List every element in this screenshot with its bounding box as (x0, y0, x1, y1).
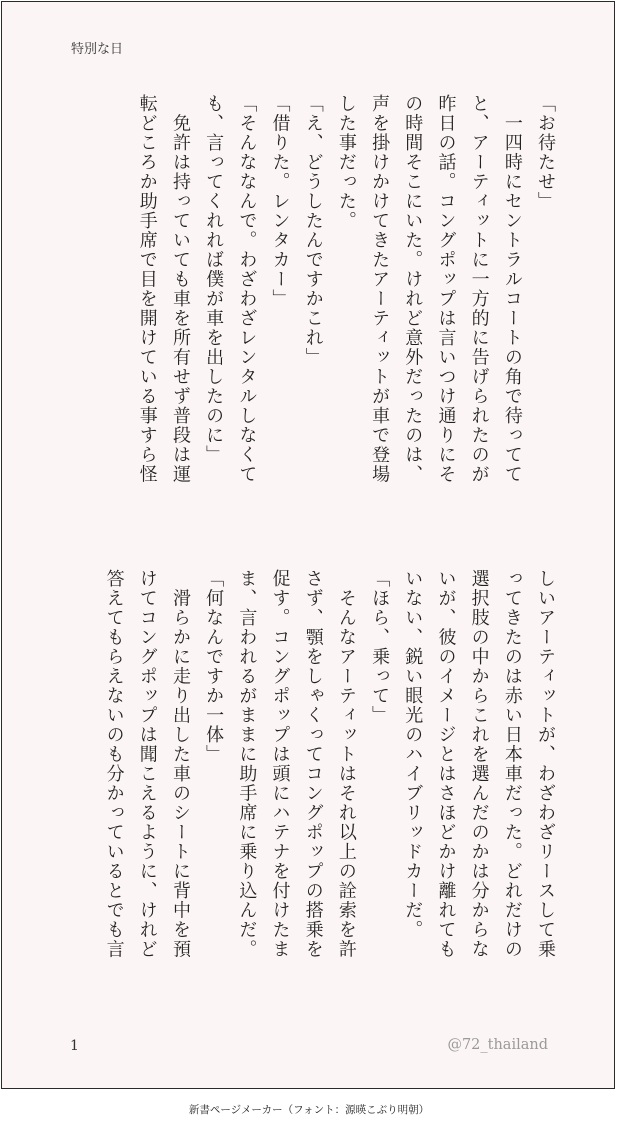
text-column: そんなアーティットはそれ以上の詮索を許 (335, 569, 357, 959)
text-column: も、言ってくれれば僕が車を出したのに」 (203, 94, 225, 465)
text-block-top (131, 94, 562, 526)
text-column: 「お待たせ」 (535, 94, 556, 211)
text-column: 選択肢の中からこれを選んだのかは分からな (468, 569, 490, 959)
text-column: ま、言われるがままに助手席に乗り込んだ。 (236, 569, 258, 959)
text-column: 「ほら、乗って」 (369, 569, 391, 725)
text-column: 「そんななんで。わざわざレンタルしなくて (236, 94, 258, 484)
text-column: の時間そこにいた。けれど意外だったのは、 (402, 94, 424, 484)
text-column: 声を掛けかけてきたアーティットが車で登場 (369, 94, 391, 484)
text-column: いが、彼のイメージとはさほどかけ離れても (435, 569, 457, 959)
chapter-title: 特別な日 (71, 42, 124, 57)
text-column: 滑らかに走り出した車のシートに背中を預 (169, 569, 191, 959)
text-block-bottom (97, 569, 562, 1001)
text-column: 促す。コングポップは頭にハテナを付けたま (269, 569, 291, 959)
text-column: 答えてもらえないのも分かっているとでも言 (103, 569, 125, 959)
text-column: さず、顎をしゃくってコングポップの搭乗を (302, 569, 324, 959)
text-column: 「借りた。レンタカー」 (269, 94, 291, 309)
text-column: 転どころか助手席で目を開けている事すら怪 (136, 94, 158, 484)
text-column: 「何なんですか一体」 (203, 569, 225, 764)
text-column: した事だった。 (335, 94, 357, 231)
generator-credit: 新書ページメーカー（フォント：源暎こぶり明朝） (188, 1104, 430, 1116)
text-column: いない、鋭い眼光のハイブリッドカーだ。 (402, 569, 424, 940)
text-column: ってきたのは赤い日本車だった。どれだけの (501, 569, 523, 959)
book-page (1, 1, 615, 1089)
text-column: けてコングポップは聞こえるように、けれど (136, 569, 158, 959)
author-handle: @72_thailand (447, 1037, 548, 1053)
text-column: 「え、どうしたんですかこれ」 (302, 94, 324, 367)
text-column: 免許は持っていても車を所有せず普段は運 (169, 94, 191, 484)
text-column: しいアーティットが、わざわざリースして乗 (535, 569, 556, 959)
text-column: 昨日の話。コングポップは言いつけ通りにそ (435, 94, 457, 484)
page-number: 1 (70, 1038, 79, 1054)
text-column: と、アーティットに一方的に告げられたのが (468, 94, 490, 484)
text-column: 一四時にセントラルコートの角で待ってて (501, 94, 523, 484)
